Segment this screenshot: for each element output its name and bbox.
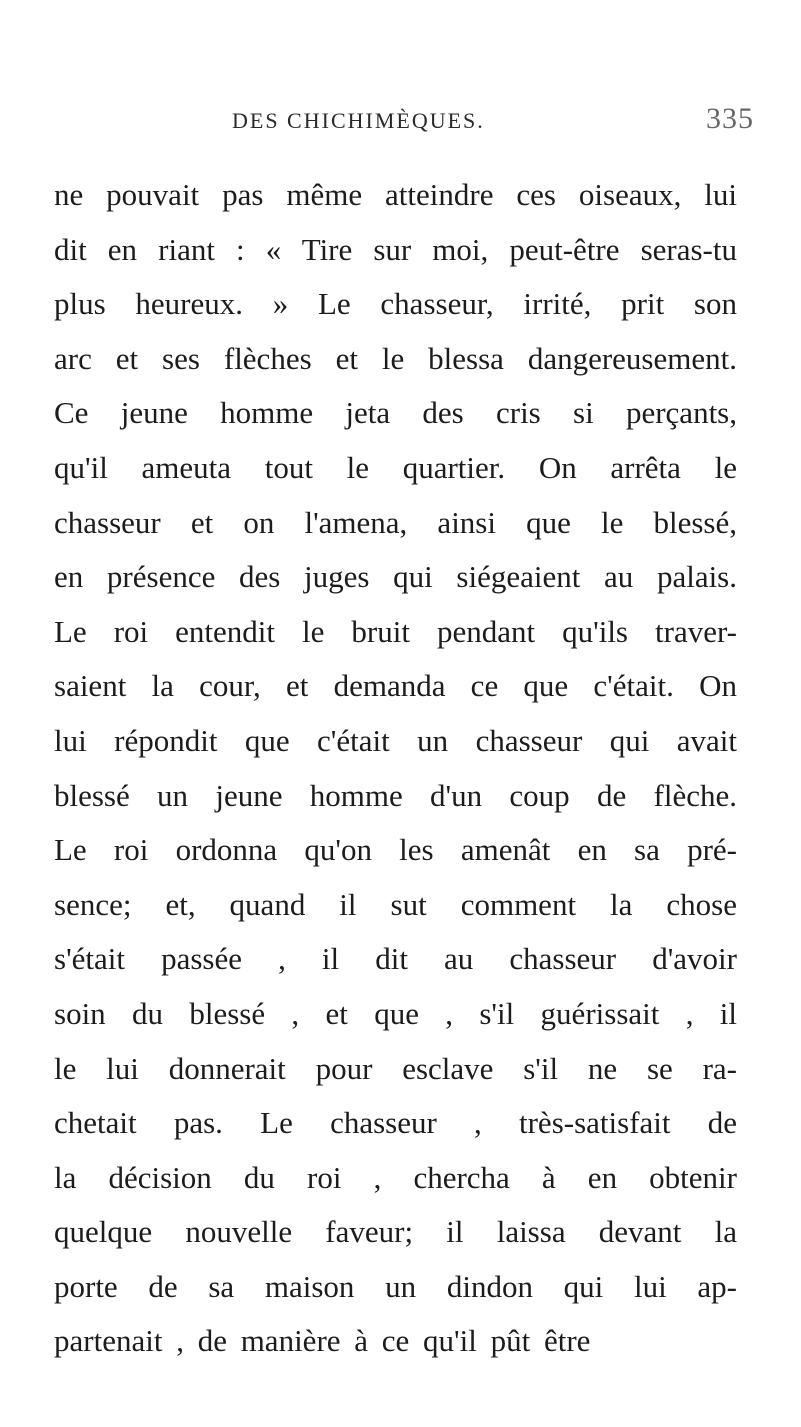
text-line: le lui donnerait pour esclave s'il ne se ra- <box>54 1050 737 1086</box>
body-text <box>54 168 737 1369</box>
running-head <box>0 100 801 140</box>
text-line: blessé un jeune homme d'un coup de flèche. <box>54 777 737 813</box>
text-line: porte de sa maison un dindon qui lui ap- <box>54 1268 737 1304</box>
text-line: la décision du roi , chercha à en obtenir <box>54 1159 737 1195</box>
text-line: en présence des juges qui siégeaient au palais. <box>54 559 737 595</box>
text-line: plus heureux. » Le chasseur, irrité, prit son <box>54 286 737 322</box>
text-line: qu'il ameuta tout le quartier. On arrêta le <box>54 449 737 485</box>
text-line: Ce jeune homme jeta des cris si perçants, <box>54 395 737 431</box>
text-line: s'était passée , il dit au chasseur d'avoir <box>54 941 737 977</box>
text-line: quelque nouvelle faveur; il laissa devant la <box>54 1214 737 1250</box>
page-number: 335 <box>706 102 754 135</box>
text-line: dit en riant : « Tire sur moi, peut-être seras-tu <box>54 231 737 267</box>
text-line: Le roi entendit le bruit pendant qu'ils traver- <box>54 613 737 649</box>
running-title: DES CHICHIMÈQUES. <box>232 108 485 133</box>
text-line: saient la cour, et demanda ce que c'était. On <box>54 668 737 704</box>
text-line: ne pouvait pas même atteindre ces oiseaux, lui <box>54 177 737 212</box>
text-line: partenait , de manière à ce qu'il pût être <box>54 1323 591 1359</box>
text-line: soin du blessé , et que , s'il guérissait , il <box>54 995 737 1031</box>
text-line: Le roi ordonna qu'on les amenât en sa pré- <box>54 832 737 868</box>
text-line: sence; et, quand il sut comment la chose <box>54 886 737 922</box>
text-line: lui répondit que c'était un chasseur qui avait <box>54 722 737 758</box>
text-line: chetait pas. Le chasseur , très-satisfait de <box>54 1105 737 1141</box>
text-line: arc et ses flèches et le blessa dangereusement. <box>54 340 737 376</box>
text-line: chasseur et on l'amena, ainsi que le blessé, <box>54 504 737 540</box>
